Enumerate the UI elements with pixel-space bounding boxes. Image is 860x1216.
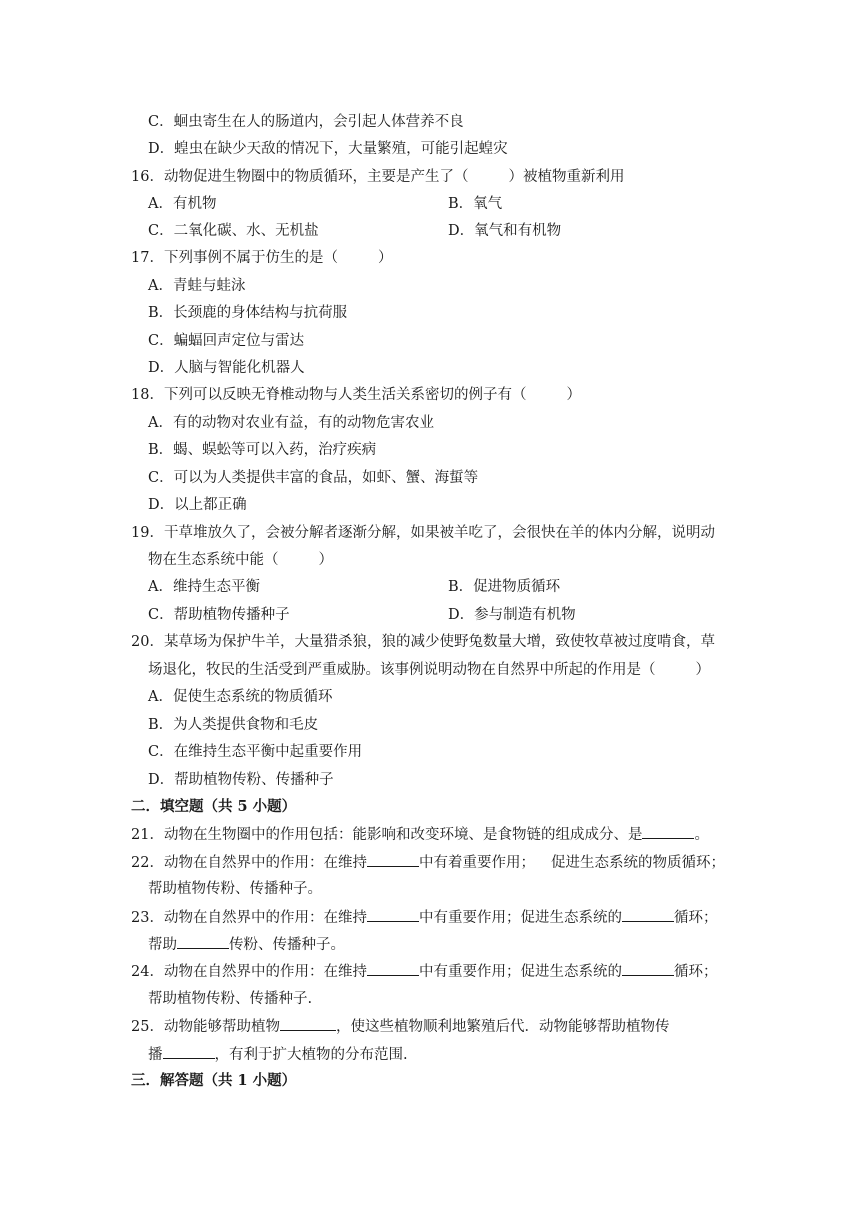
q16-option-a: A．有机物 bbox=[148, 196, 217, 212]
q16-stem-tail: ）被植物重新利用 bbox=[508, 169, 625, 185]
section-heading-fill-in: 二．填空题（共 5 小题） bbox=[131, 798, 297, 815]
q20-option-d: D．帮助植物传粉、传播种子 bbox=[148, 772, 334, 788]
q19-stem-tail: ） bbox=[318, 552, 333, 568]
q23-line2-text: 帮助 bbox=[148, 937, 177, 953]
q25-line2-tail: ，有利于扩大植物的分布范围. bbox=[214, 1047, 408, 1063]
q23-text: 23．动物在自然界中的作用：在维持 bbox=[131, 910, 367, 926]
q24-text-tail: 循环； bbox=[673, 964, 718, 980]
q19-stem-line2 bbox=[148, 550, 333, 570]
q16-option-d: D．氧气和有机物 bbox=[448, 223, 562, 239]
q17-option-c: C．蝙蝠回声定位与雷达 bbox=[148, 333, 305, 349]
q22-text: 22．动物在自然界中的作用：在维持 bbox=[131, 855, 367, 871]
q18-stem-text: 18．下列可以反映无脊椎动物与人类生活关系密切的例子有（ bbox=[131, 387, 527, 403]
q16-option-b: B．氧气 bbox=[448, 196, 503, 212]
q19-option-d: D．参与制造有机物 bbox=[448, 607, 576, 623]
q25-text-tail: ，使这些植物顺利地繁殖后代．动物能够帮助植物传 bbox=[335, 1019, 670, 1035]
q18-option-d: D．以上都正确 bbox=[148, 497, 247, 513]
q20-stem-line2 bbox=[148, 660, 710, 680]
q21-stem bbox=[131, 824, 709, 845]
answer-blank[interactable] bbox=[367, 852, 419, 867]
answer-blank[interactable] bbox=[622, 961, 674, 976]
q25-stem-line1 bbox=[131, 1016, 669, 1037]
q18-stem-tail: ） bbox=[566, 387, 581, 403]
q17-stem-tail: ） bbox=[377, 250, 393, 266]
q18-option-b: B．蝎、蜈蚣等可以入药，治疗疾病 bbox=[148, 442, 377, 458]
answer-blank[interactable] bbox=[622, 907, 674, 922]
q19-option-a: A．维持生态平衡 bbox=[148, 579, 260, 595]
q23-text-tail: 循环； bbox=[673, 910, 718, 926]
q19-stem-line1: 19．干草堆放久了，会被分解者逐渐分解，如果被羊吃了，会很快在羊的体内分解，说明动 bbox=[131, 525, 715, 541]
q21-text: 21．动物在生物圈中的作用包括：能影响和改变环境、是食物链的组成成分、是 bbox=[131, 827, 643, 843]
q20-option-c: C．在维持生态平衡中起重要作用 bbox=[148, 744, 363, 760]
q17-option-a: A．青蛙与蛙泳 bbox=[148, 278, 246, 294]
q15-option-d: D．蝗虫在缺少天敌的情况下，大量繁殖，可能引起蝗灾 bbox=[148, 141, 508, 157]
q18-stem bbox=[131, 385, 581, 405]
q22-text-tail: 促进生态系统的物质循环； bbox=[550, 855, 725, 871]
q15-option-c: C．蛔虫寄生在人的肠道内，会引起人体营养不良 bbox=[148, 114, 464, 130]
q25-line2-text: 播 bbox=[148, 1047, 163, 1063]
q19-stem-text: 物在生态系统中能（ bbox=[148, 552, 279, 568]
answer-blank[interactable] bbox=[280, 1016, 336, 1031]
q17-option-b: B．长颈鹿的身体结构与抗荷服 bbox=[148, 305, 348, 321]
q20-option-b: B．为人类提供食物和毛皮 bbox=[148, 717, 319, 733]
answer-blank[interactable] bbox=[367, 961, 419, 976]
q23-stem-line2 bbox=[148, 934, 345, 955]
q24-stem-line2: 帮助植物传粉、传播种子. bbox=[148, 991, 313, 1007]
q22-stem-line2: 帮助植物传粉、传播种子。 bbox=[148, 881, 322, 897]
q21-tail: 。 bbox=[694, 827, 709, 843]
q19-option-c: C．帮助植物传播种子 bbox=[148, 607, 290, 623]
q24-stem-line1 bbox=[131, 961, 717, 982]
q16-option-c: C．二氧化碳、水、无机盐 bbox=[148, 223, 319, 239]
q20-stem-text: 场退化，牧民的生活受到严重威胁。该事例说明动物在自然界中所起的作用是（ bbox=[148, 662, 656, 678]
q17-stem bbox=[131, 248, 392, 268]
q16-stem-text: 16．动物促进生物圈中的物质循环，主要是产生了（ bbox=[131, 169, 469, 185]
q20-stem-line1: 20．某草场为保护牛羊，大量猎杀狼，狼的减少使野兔数量大增，致使牧草被过度啃食，草 bbox=[131, 634, 715, 650]
answer-blank[interactable] bbox=[642, 824, 694, 839]
q25-text: 25．动物能够帮助植物 bbox=[131, 1019, 280, 1035]
q23-text-mid: 中有重要作用；促进生态系统的 bbox=[418, 910, 622, 926]
answer-blank[interactable] bbox=[367, 907, 419, 922]
q23-stem-line1 bbox=[131, 907, 717, 928]
q18-option-c: C．可以为人类提供丰富的食品，如虾、蟹、海蜇等 bbox=[148, 470, 479, 486]
q20-option-a: A．促使生态系统的物质循环 bbox=[148, 689, 333, 705]
q18-option-a: A．有的动物对农业有益，有的动物危害农业 bbox=[148, 415, 434, 431]
q22-text-mid: 中有着重要作用； bbox=[418, 855, 535, 871]
q23-line2-tail: 传粉、传播种子。 bbox=[229, 937, 345, 953]
answer-blank[interactable] bbox=[163, 1044, 215, 1059]
section-heading-answer: 三．解答题（共 1 小题） bbox=[131, 1072, 297, 1089]
q24-text: 24．动物在自然界中的作用：在维持 bbox=[131, 964, 367, 980]
q25-stem-line2 bbox=[148, 1044, 408, 1065]
q22-stem-line1 bbox=[131, 852, 725, 873]
q24-text-mid: 中有重要作用；促进生态系统的 bbox=[418, 964, 622, 980]
answer-blank[interactable] bbox=[177, 934, 229, 949]
q16-stem bbox=[131, 167, 624, 187]
q17-option-d: D．人脑与智能化机器人 bbox=[148, 360, 305, 376]
q20-stem-tail: ） bbox=[695, 662, 710, 678]
q19-option-b: B．促进物质循环 bbox=[448, 579, 561, 595]
q17-stem-text: 17．下列事例不属于仿生的是（ bbox=[131, 250, 338, 266]
